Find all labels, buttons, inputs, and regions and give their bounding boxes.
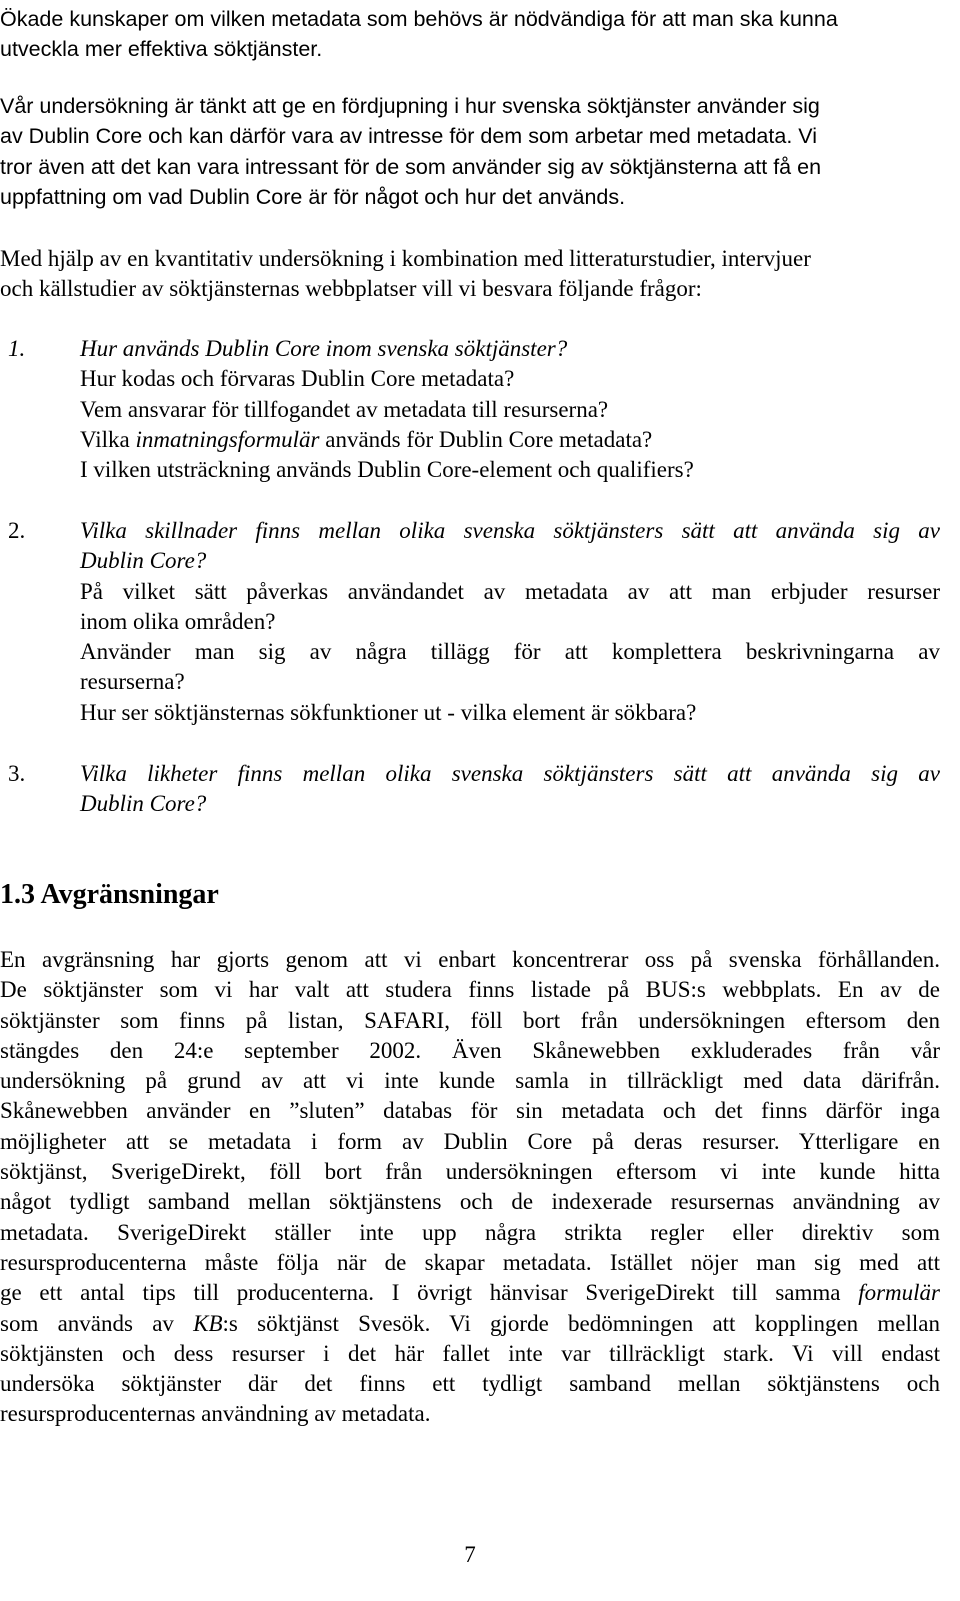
text-line: Vår undersökning är tänkt att ge en fördjupning i hur svenska söktjänster använder sig (0, 94, 820, 118)
sub-question: Vem ansvarar för tillfogandet av metadata till resurserna? (80, 396, 609, 422)
text-line: undersökning på grund av att vi inte kunde samla in tillräckligt med data därifrån. (0, 1068, 940, 1094)
sub-question (80, 425, 940, 455)
section-heading: 1.3 Avgränsningar (0, 879, 219, 910)
sub-question-line: inom olika områden? (80, 608, 276, 634)
sub-question-prefix: Vilka (80, 426, 136, 452)
question-main-line: Dublin Core? (80, 791, 207, 817)
text-line (0, 1309, 940, 1339)
text-segment: :s söktjänst Svesök. Vi gjorde bedömningen att kopplingen mellan (222, 1310, 940, 1336)
text-line: av Dublin Core och kan därför vara av intresse för dem som arbetar med metadata. Vi (0, 124, 817, 149)
text-line: möjligheter att se metadata i form av Dublin Core på deras resurser. Ytterligare en (0, 1128, 940, 1154)
intro-continuation (0, 4, 940, 65)
text-line: söktjänster som finns på listan, SAFARI, föll bort från undersökningen eftersom den (0, 1007, 940, 1033)
question-number: 2. (8, 518, 26, 543)
text-line: tror även att det kan vara intressant för de som använder sig av söktjänsterna att få en (0, 154, 822, 179)
text-line: resursproducenternas användning av metadata. (0, 1401, 431, 1427)
sub-question-suffix: används för Dublin Core metadata? (319, 426, 653, 452)
text-line: och källstudier av söktjänsternas webbplatser vill vi besvara följande frågor: (0, 276, 702, 302)
section-body (0, 945, 940, 1430)
question-main-line: Vilka likheter finns mellan olika svenska söktjänsters sätt att använda sig av (80, 761, 940, 786)
question-main-line: Vilka skillnader finns mellan olika svenska söktjänsters sätt att använda sig av (80, 518, 940, 543)
text-line: söktjänsten och dess resurser i det här fallet inte var tillräckligt stark. Vi vill endast (0, 1340, 940, 1366)
sub-question-emphasis: inmatningsformulär (135, 426, 320, 452)
text-line (0, 1278, 940, 1308)
sub-question-line: På vilket sätt påverkas användandet av metadata av att man erbjuder resurser (80, 578, 940, 604)
purpose-paragraph (0, 91, 940, 212)
text-line: resursproducenterna måste följa när de skapar metadata. Istället nöjer man sig med att (0, 1249, 940, 1275)
sub-question-line: Använder man sig av några tillägg för att komplettera beskrivningarna av (80, 639, 940, 665)
text-line: stängdes den 24:e september 2002. Även Skånewebben exkluderades från vår (0, 1037, 940, 1063)
text-line: uppfattning om vad Dublin Core är för något och hur det används. (0, 184, 626, 209)
question-main-line: Dublin Core? (80, 548, 207, 574)
text-line: Med hjälp av en kvantitativ undersökning i kombination med litteraturstudier, intervjuer (0, 246, 811, 271)
text-emphasis: KB (193, 1310, 223, 1336)
question-main: Hur används Dublin Core inom svenska söktjänster? (80, 336, 568, 361)
sub-question: I vilken utsträckning används Dublin Core-element och qualifiers? (80, 457, 694, 483)
question-number: 1. (8, 336, 26, 361)
text-line: En avgränsning har gjorts genom att vi enbart koncentrerar oss på svenska förhållanden. (0, 947, 940, 972)
text-line: undersöka söktjänster där det finns ett tydligt samband mellan söktjänstens och (0, 1371, 940, 1397)
sub-question: Hur kodas och förvaras Dublin Core metadata? (80, 366, 515, 392)
text-line: Skånewebben använder en ”sluten” databas för sin metadata och det finns därför inga (0, 1098, 940, 1124)
text-segment: ge ett antal tips till producenterna. I övrigt hänvisar SverigeDirekt till samma (0, 1280, 859, 1306)
text-line: söktjänst, SverigeDirekt, föll bort från undersökningen eftersom vi inte kunde hitta (0, 1159, 940, 1185)
text-line: Ökade kunskaper om vilken metadata som behövs är nödvändiga för att man ska kunna (0, 7, 838, 31)
text-segment: som används av (0, 1310, 194, 1336)
sub-question-line: Hur ser söktjänsternas sökfunktioner ut - vilka element är sökbara? (80, 699, 697, 725)
text-line: De söktjänster som vi har valt att studera finns listade på BUS:s webbplats. En av de (0, 977, 940, 1003)
text-line: metadata. SverigeDirekt ställer inte upp några strikta regler eller direktiv som (0, 1219, 940, 1245)
text-line: något tydligt samband mellan söktjänstens och de indexerade resursernas användning av (0, 1189, 940, 1215)
text-emphasis: formulär (858, 1280, 940, 1306)
sub-question-line: resurserna? (80, 669, 185, 695)
page-number: 7 (464, 1542, 476, 1567)
text-line: utveckla mer effektiva söktjänster. (0, 37, 323, 62)
method-paragraph (0, 244, 940, 305)
question-number: 3. (8, 761, 26, 786)
